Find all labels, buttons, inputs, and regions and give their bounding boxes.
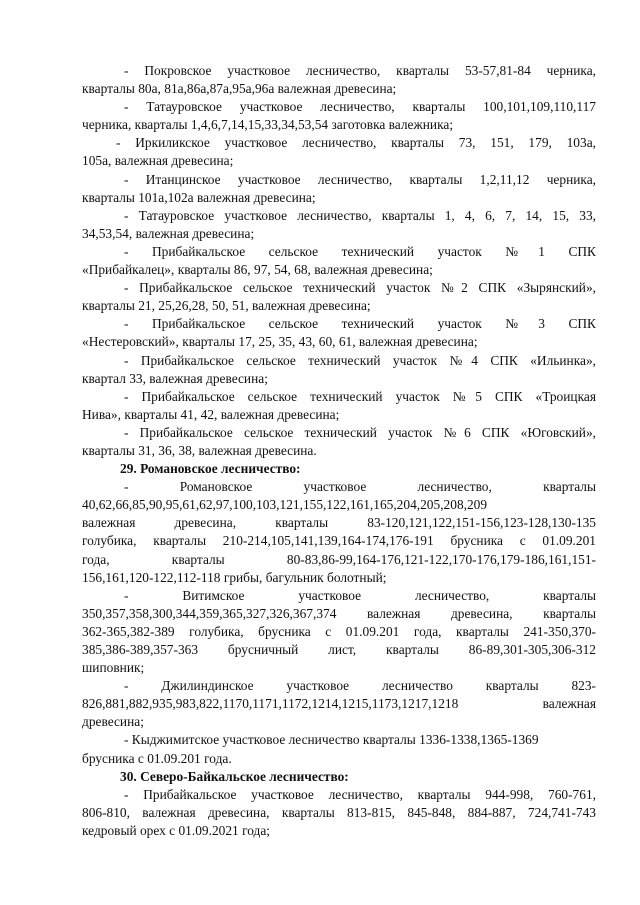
text-line: - Романовское участковое лесничество, кварталы	[124, 479, 596, 495]
text-line: кварталы 80а, 81а,86а,87а,95а,96а валежная древесина;	[82, 81, 397, 97]
text-line: - Прибайкальское сельское технический участок №2 СПК «Зырянский»,	[124, 280, 596, 296]
text-line: - Итанцинское участковое лесничество, кварталы 1,2,11,12 черника,	[124, 171, 596, 187]
text-line: «Нестеровский», кварталы 17, 25, 35, 43, 60, 61, валежная древесина;	[82, 334, 478, 350]
text-line: 826,881,882,935,983,822,1170,1171,1172,1214,1215,1173,1217,1218 валежная	[82, 696, 596, 712]
text-line: - Прибайкальское участковое лесничество, кварталы 944-998, 760-761,	[124, 786, 596, 802]
text-line: 385,386-389,357-363 брусничный лист, кварталы 86-89,301-305,306-312	[82, 642, 596, 657]
text-line: - Витимское участковое лесничество, кварталы	[124, 587, 596, 603]
text-line: древесина;	[82, 714, 144, 730]
text-line: - Прибайкальское сельское технический участок №1 СПК	[124, 243, 596, 259]
text-line: черника, кварталы 1,4,6,7,14,15,33,34,53,54 заготовка валежника;	[82, 117, 454, 133]
section-heading: 29. Романовское лесничество:	[120, 461, 301, 477]
text-line: - Иркиликское участковое лесничество, кварталы 73, 151, 179, 103а,	[116, 135, 596, 151]
text-line: года, кварталы 80-83,86-99,164-176,121-122,170-176,179-186,161,151-	[82, 551, 596, 567]
text-line: - Кыджимитское участковое лесничество кварталы 1336-1338,1365-1369	[124, 732, 539, 748]
text-line: 34,53,54, валежная древесина;	[82, 225, 255, 241]
text-line: 156,161,120-122,112-118 грибы, багульник болотный;	[82, 569, 387, 585]
text-line: 806-810, валежная древесина, кварталы 813-815, 845-848, 884-887, 724,741-743	[82, 804, 596, 820]
text-line: брусника с 01.09.201 года.	[82, 750, 232, 766]
text-line: «Прибайкалец», кварталы 86, 97, 54, 68, валежная древесина;	[82, 262, 433, 278]
text-line: кедровый орех с 01.09.2021 года;	[82, 822, 271, 838]
text-line: квартал 33, валежная древесина;	[82, 370, 268, 386]
text-line: 40,62,66,85,90,95,61,62,97,100,103,121,155,122,161,165,204,205,208,209	[82, 497, 488, 513]
text-line: кварталы 21, 25,26,28, 50, 51, валежная древесина;	[82, 298, 371, 314]
text-line: - Татауровское участковое лесничество, кварталы 100,101,109,110,117	[124, 99, 596, 115]
text-line: шиповник;	[82, 660, 145, 676]
text-line: кварталы 101а,102а валежная древесина;	[82, 189, 316, 205]
section-heading: 30. Северо-Байкальское лесничество:	[120, 768, 349, 784]
document-body	[82, 62, 596, 840]
text-line: голубика, кварталы 210-214,105,141,139,164-174,176-191 брусника с 01.09.201	[82, 533, 596, 549]
text-line: - Джилиндинское участковое лесничество кварталы 823-	[124, 678, 596, 694]
text-line: - Покровское участковое лесничество, кварталы 53-57,81-84 черника,	[124, 63, 596, 78]
text-line: Нива», кварталы 41, 42, валежная древесина;	[82, 406, 340, 422]
text-line: 362-365,382-389 голубика, брусника с 01.09.201 года, кварталы 241-350,370-	[82, 623, 596, 639]
text-line: - Прибайкальское сельское технический участок №3 СПК	[124, 316, 596, 332]
text-line: валежная древесина, кварталы 83-120,121,122,151-156,123-128,130-135	[82, 515, 596, 531]
text-line: - Татауровское участковое лесничество, кварталы 1, 4, 6, 7, 14, 15, 33,	[124, 207, 596, 223]
text-line: - Прибайкальское сельское технический участок №5 СПК «Троицкая	[124, 388, 596, 404]
text-line: 105а, валежная древесина;	[82, 153, 234, 169]
text-line: - Прибайкальское сельское технический участок №6 СПК «Юговский»,	[124, 424, 596, 440]
text-line: кварталы 31, 36, 38, валежная древесина.	[82, 442, 317, 458]
text-line: 350,357,358,300,344,359,365,327,326,367,374 валежная древесина, кварталы	[82, 605, 596, 621]
text-line: - Прибайкальское сельское технический участок №4 СПК «Ильинка»,	[124, 352, 596, 368]
